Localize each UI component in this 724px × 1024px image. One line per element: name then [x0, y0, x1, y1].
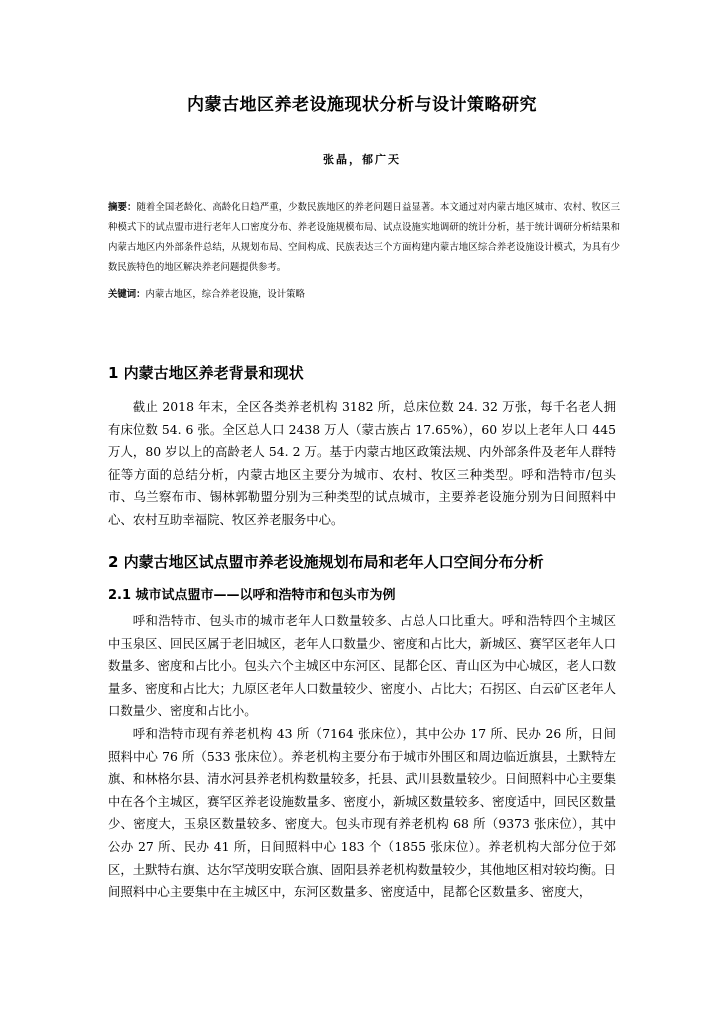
paper-authors: 张晶，郁广天 — [323, 153, 401, 166]
paper-title: 内蒙古地区养老设施现状分析与设计策略研究 — [187, 95, 537, 115]
section-2-1-paragraph-1: 呼和浩特市、包头市的城市老年人口数量较多、占总人口比重大。呼和浩特四个主城区中玉泉区、回民区属于老旧城区，老年人口数量少、密度和占比大，新城区、赛罕区老年人口数量多、密度和占比小。包头六个主城区中东河区、昆都仑区、青山区为中心城区，老人口数量多、密度和占比大；九原区老年人口数量较少、密度小、占比大；石拐区、白云矿区老年人口数量少、密度和占比小。 — [108, 613, 617, 719]
abstract-label: 摘要： — [108, 202, 137, 213]
section-2-1-paragraph-2: 呼和浩特市现有养老机构 43 所（7164 张床位），其中公办 17 所、民办 26 所，日间照料中心 76 所（533 张床位）。养老机构主要分布于城市外围区和周边临近旗县，土默特左旗、和林格尔县、清水河县养老机构数量较多，托县、武川县数量较少。日间照料中心主要集中在各个主城区，赛罕区养老设施数量多、密度小，新城区数量较多、密度适中，回民区数量少、密度大，玉泉区数量较多、密度大。包头市现有养老机构 68 所（9373 张床位），其中公办 27 所、民办 41 所，日间照料中心 183 个（1855 张床位）。养老机构大部分位于郊区，土默特右旗、达尔罕茂明安联合旗、固阳县养老机构数量较少，其他地区相对较均衡。日间照料中心主要集中在主城区中，东河区数量多、密度适中，昆都仑区数量多、密度大， — [108, 726, 617, 900]
section-2-heading: 2 内蒙古地区试点盟市养老设施规划布局和老年人口空间分布分析 — [108, 553, 544, 571]
section-2-1-heading: 2.1 城市试点盟市——以呼和浩特市和包头市为例 — [108, 588, 396, 603]
section-1-paragraph: 截止 2018 年末，全区各类养老机构 3182 所，总床位数 24. 32 万张，每千名老人拥有床位数 54. 6 张。全区总人口 2438 万人（蒙古族占 17.65%），60 岁以上老年人口 445 万人，80 岁以上的高龄老人 54. 2 万。基于内蒙古地区政策法规、内外部条件及老年人群特征等方面的总结分析，内蒙古地区主要分为城市、农村、牧区三种类型。呼和浩特市/包头市、乌兰察布市、锡林郭勒盟分别为三种类型的试点城市，主要养老设施分别为日间照料中心、农村互助幸福院、牧区养老服务中心。 — [108, 399, 616, 527]
abstract-text: 随着全国老龄化、高龄化日趋严重，少数民族地区的养老问题日益显著。本文通过对内蒙古地区城市、农村、牧区三种模式下的试点盟市进行老年人口密度分布、养老设施规模布局、试点设施实地调研的统计分析，基于统计调研分析结果和内蒙古地区内外部条件总结，从规划布局、空间构成、民族表达三个方面构建内蒙古地区综合养老设施设计模式，为具有少数民族特色的地区解决养老问题提供参考。 — [108, 202, 620, 273]
keywords-label: 关键词： — [108, 289, 146, 300]
abstract — [108, 198, 620, 278]
section-1-heading: 1 内蒙古地区养老背景和现状 — [108, 364, 304, 382]
keywords-text: 内蒙古地区，综合养老设施，设计策略 — [145, 289, 305, 300]
keywords — [108, 286, 620, 304]
